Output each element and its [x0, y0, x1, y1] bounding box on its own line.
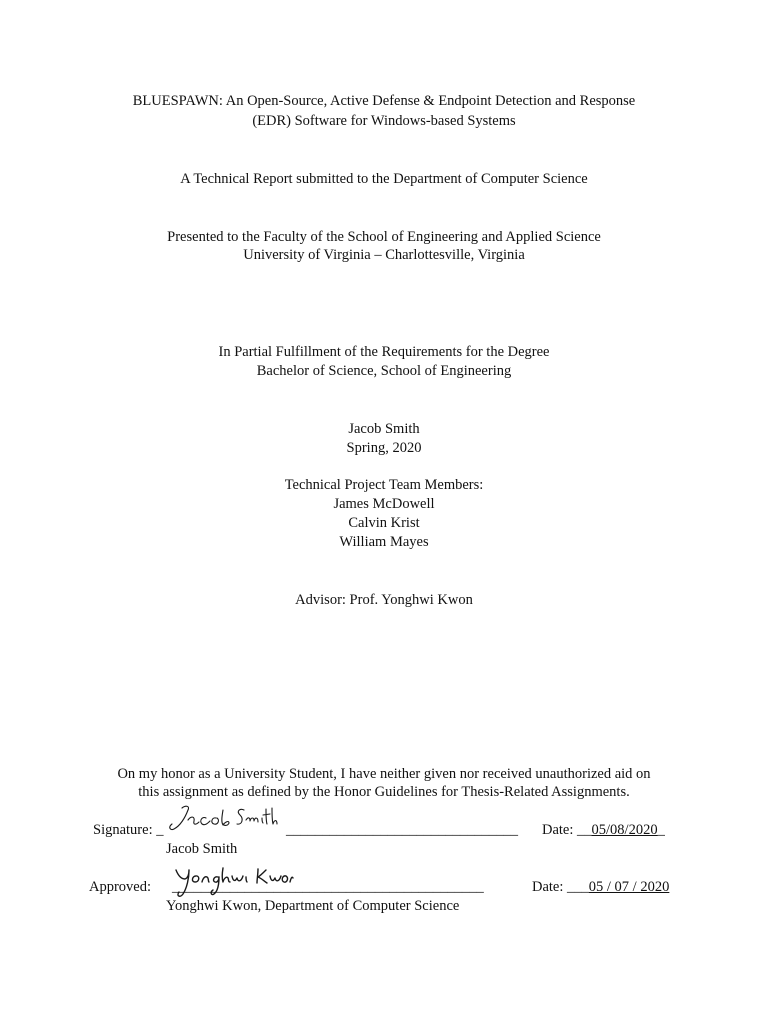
- honor-pledge-line-1: On my honor as a University Student, I have neither given nor received unauthorized aid on: [117, 766, 651, 782]
- approval-date-label: Date: ___: [532, 879, 589, 895]
- team-member: Calvin Krist: [348, 515, 420, 531]
- approval-date-value: 05 / 07 / 2020: [588, 879, 670, 895]
- fulfillment-line-1: In Partial Fulfillment of the Requirements for the Degree: [218, 344, 550, 360]
- approved-label: Approved:: [89, 879, 152, 895]
- team-member: James McDowell: [333, 496, 435, 512]
- title-line-1: BLUESPAWN: An Open-Source, Active Defense & Endpoint Detection and Response: [132, 93, 636, 109]
- approver-name: Yonghwi Kwon, Department of Computer Science: [166, 898, 460, 914]
- author-signature: [166, 802, 278, 836]
- signature-date-value: 05/08/2020: [591, 822, 658, 838]
- author-name: Jacob Smith: [348, 421, 420, 437]
- signature-date-tail: _: [657, 822, 665, 838]
- advisor-line: Advisor: Prof. Yonghwi Kwon: [295, 592, 473, 608]
- signature-date-field: [542, 821, 665, 840]
- submission-statement: A Technical Report submitted to the Department of Computer Science: [180, 171, 588, 187]
- fulfillment-line-2: Bachelor of Science, School of Engineering: [256, 363, 512, 379]
- approval-line: ___________________________________________: [172, 879, 484, 895]
- approval-date-field: [532, 878, 669, 897]
- team-member: William Mayes: [339, 534, 429, 550]
- author-term: Spring, 2020: [346, 440, 422, 456]
- signature-line: ________________________________: [286, 822, 518, 838]
- presented-line-1: Presented to the Faculty of the School of Engineering and Applied Science: [167, 229, 601, 245]
- signature-label: Signature: _: [93, 822, 164, 838]
- presented-line-2: University of Virginia – Charlottesville, Virginia: [243, 247, 525, 263]
- signature-date-label: Date: __: [542, 822, 592, 838]
- honor-pledge-line-2: this assignment as defined by the Honor Guidelines for Thesis-Related Assignments.: [138, 784, 630, 800]
- title-line-2: (EDR) Software for Windows-based Systems: [252, 113, 516, 129]
- team-heading: Technical Project Team Members:: [284, 477, 484, 493]
- signatory-name: Jacob Smith: [166, 841, 238, 857]
